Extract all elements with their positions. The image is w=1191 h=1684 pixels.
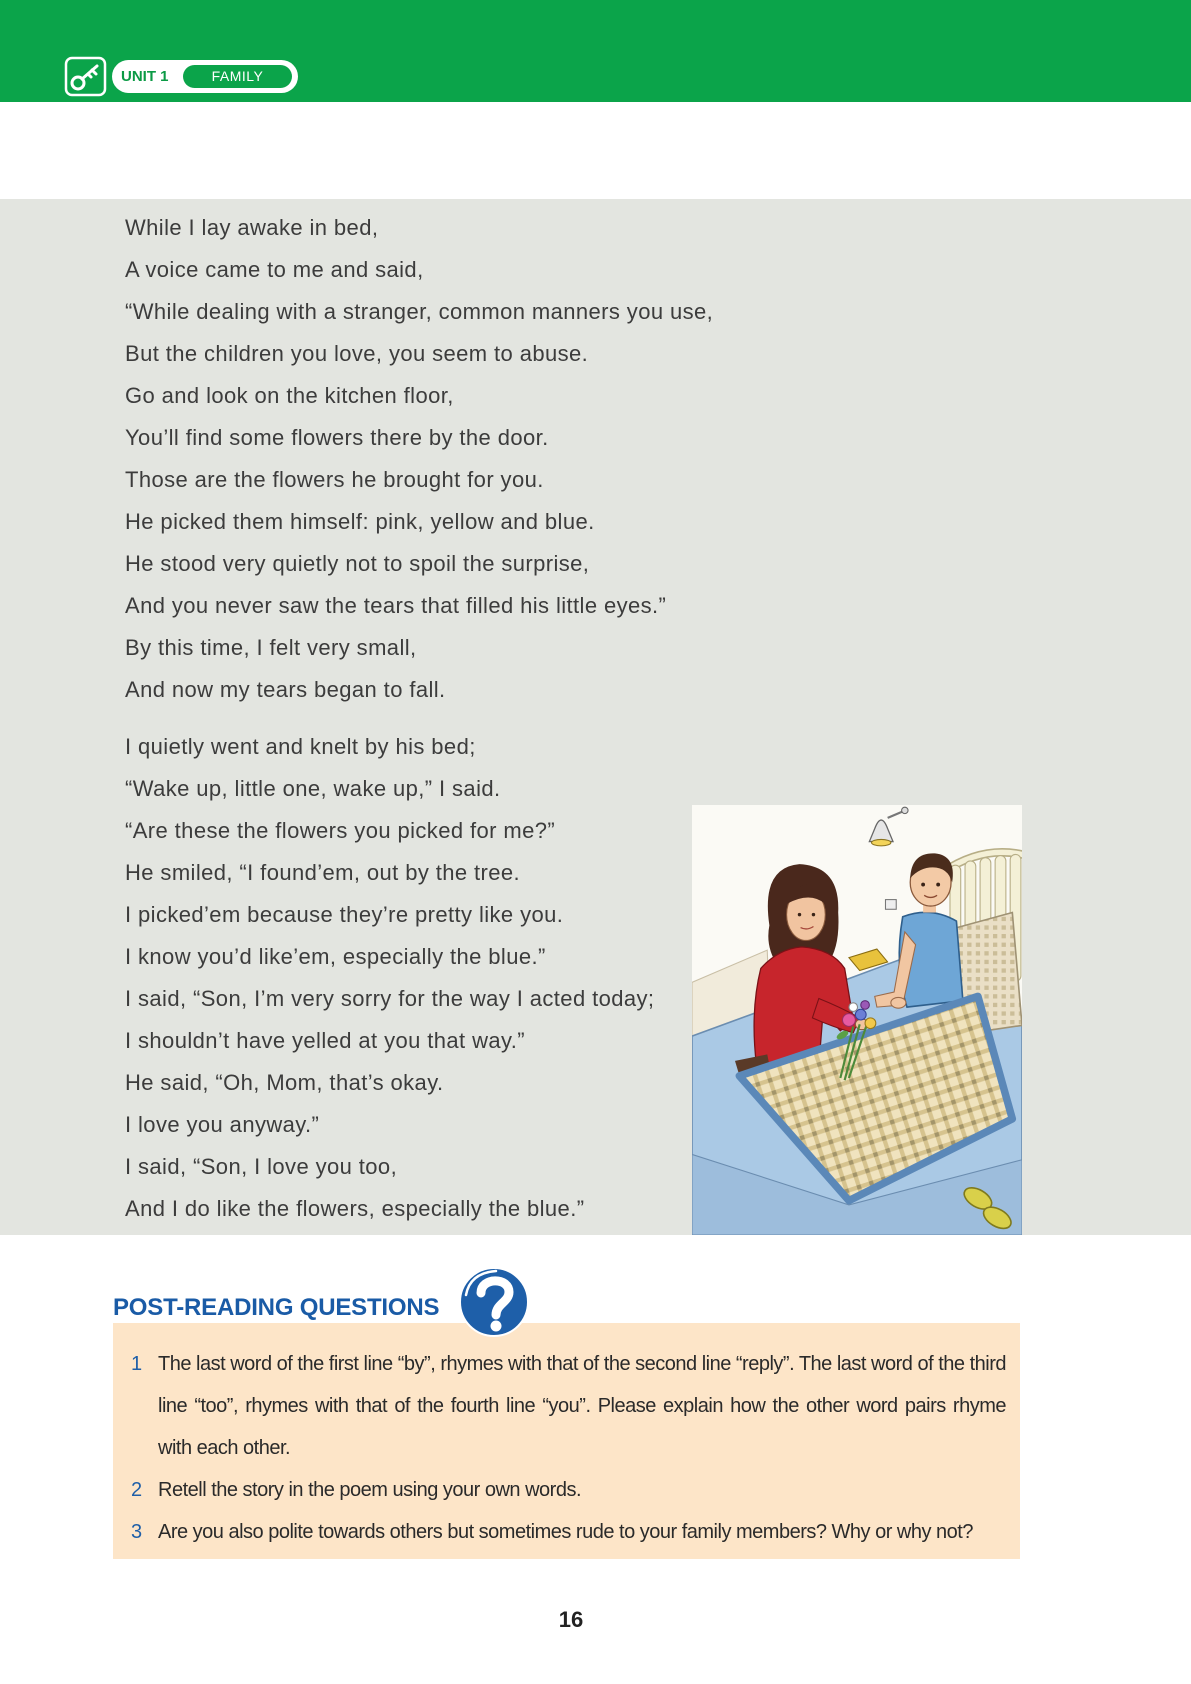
poem-line: He said, “Oh, Mom, that’s okay. [125,1070,444,1095]
question-number: 2 [131,1479,143,1501]
poem-stanza-1 [125,207,713,711]
poem-line: And now my tears began to fall. [125,677,446,702]
poem-line: I quietly went and knelt by his bed; [125,734,476,759]
unit-badge [112,60,298,93]
boy-hand [891,997,906,1008]
question-number: 1 [131,1353,143,1375]
poem-illustration [692,805,1022,1235]
question-text: The last word of the first line “by”, rhymes with that of the second line “reply”. The last word of the third line “too”, rhymes with that of the fourth line “you”. Please explain how the other word pairs rhyme with each other. [158,1353,1006,1459]
poem-line: I know you’d like’em, especially the blue.” [125,944,546,969]
poem-line: While I lay awake in bed, [125,215,379,240]
question-item [131,1469,1006,1511]
post-reading-title: POST-READING QUESTIONS [113,1294,440,1321]
poem-line: I love you anyway.” [125,1112,320,1137]
poem-stanza-2 [125,726,713,1230]
poem-line: I picked’em because they’re pretty like you. [125,902,564,927]
poem-line: “While dealing with a stranger, common manners you use, [125,299,714,324]
poem-line: By this time, I felt very small, [125,635,417,660]
poem-line: “Are these the flowers you picked for me?” [125,818,556,843]
poem-line: He stood very quietly not to spoil the surprise, [125,551,590,576]
wall-socket [885,900,896,910]
poem-line: But the children you love, you seem to abuse. [125,341,589,366]
unit-label: UNIT 1 [121,68,169,85]
key-icon [64,56,107,97]
poem-line: And you never saw the tears that filled his little eyes.” [125,593,667,618]
unit-header [0,0,1191,102]
question-item [131,1343,1006,1469]
poem-line: Go and look on the kitchen floor, [125,383,454,408]
poem-line: Those are the flowers he brought for you. [125,467,544,492]
question-item [131,1511,1006,1553]
poem-line: He picked them himself: pink, yellow and blue. [125,509,595,534]
poem-line: I said, “Son, I’m very sorry for the way I acted today; [125,986,655,1011]
poem-line: I said, “Son, I love you too, [125,1154,398,1179]
page-number: 16 [558,1607,584,1632]
question-text: Retell the story in the poem using your own words. [158,1479,581,1501]
poem-line: You’ll find some flowers there by the door. [125,425,549,450]
question-number: 3 [131,1521,143,1543]
questions-box [113,1323,1020,1559]
poem-line: And I do like the flowers, especially the blue.” [125,1196,585,1221]
poem-line: “Wake up, little one, wake up,” I said. [125,776,501,801]
poem [125,207,713,1230]
poem-line: He smiled, “I found’em, out by the tree. [125,860,521,885]
unit-topic-pill: FAMILY [183,65,292,88]
poem-line: I shouldn’t have yelled at you that way.” [125,1028,525,1053]
question-text: Are you also polite towards others but sometimes rude to your family members? Why or why not? [158,1521,973,1543]
poem-line: A voice came to me and said, [125,257,424,282]
question-mark-icon [456,1265,532,1339]
